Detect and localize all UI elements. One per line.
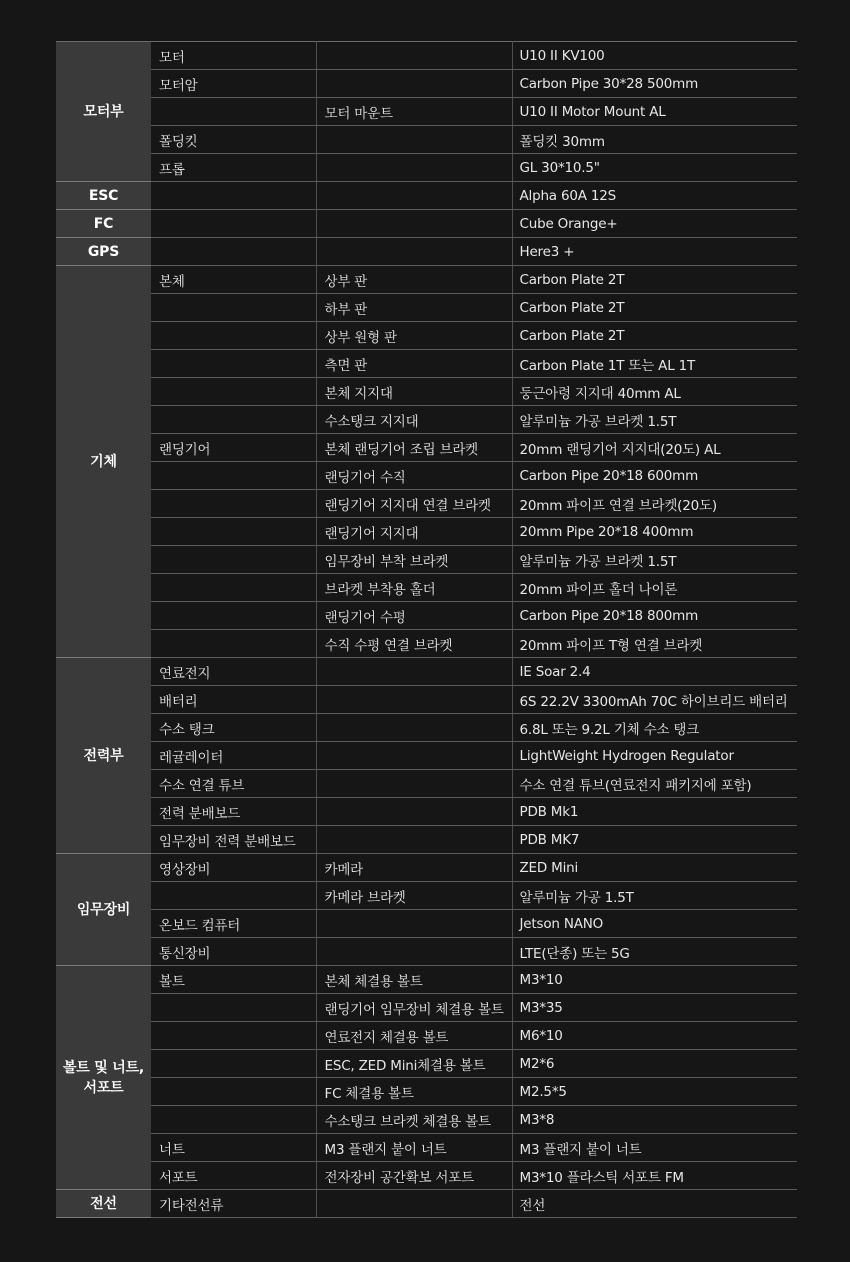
subcategory-cell: [151, 1078, 316, 1106]
spec-cell: LightWeight Hydrogen Regulator: [512, 742, 797, 770]
spec-cell: Carbon Pipe 30*28 500mm: [512, 70, 797, 98]
spec-cell: 폴딩킷 30mm: [512, 126, 797, 154]
spec-cell: 6S 22.2V 3300mAh 70C 하이브리드 배터리: [512, 686, 797, 714]
part-cell: [316, 154, 512, 182]
part-cell: 랜딩기어 수직: [316, 462, 512, 490]
part-cell: 수직 수평 연결 브라켓: [316, 630, 512, 658]
spec-cell: Carbon Plate 2T: [512, 266, 797, 294]
subcategory-cell: [151, 462, 316, 490]
subcategory-cell: 본체: [151, 266, 316, 294]
subcategory-cell: 영상장비: [151, 854, 316, 882]
table-row: [56, 210, 797, 238]
subcategory-cell: 수소 연결 튜브: [151, 770, 316, 798]
spec-cell: M6*10: [512, 1022, 797, 1050]
table-row: [56, 406, 797, 434]
table-row: [56, 602, 797, 630]
spec-cell: 20mm Pipe 20*18 400mm: [512, 518, 797, 546]
table-row: [56, 966, 797, 994]
subcategory-cell: [151, 630, 316, 658]
table-row: [56, 854, 797, 882]
subcategory-cell: 온보드 컴퓨터: [151, 910, 316, 938]
part-cell: 연료전지 체결용 볼트: [316, 1022, 512, 1050]
subcategory-cell: 프롭: [151, 154, 316, 182]
spec-cell: 20mm 파이프 홀더 나이론: [512, 574, 797, 602]
part-cell: 브라켓 부착용 홀더: [316, 574, 512, 602]
table-row: [56, 686, 797, 714]
part-cell: [316, 798, 512, 826]
spec-cell: Alpha 60A 12S: [512, 182, 797, 210]
spec-cell: M3*35: [512, 994, 797, 1022]
table-row: [56, 462, 797, 490]
spec-cell: 20mm 파이프 T형 연결 브라켓: [512, 630, 797, 658]
part-cell: ESC, ZED Mini체결용 볼트: [316, 1050, 512, 1078]
table-row: [56, 546, 797, 574]
spec-cell: 알루미늄 가공 브라켓 1.5T: [512, 546, 797, 574]
table-row: [56, 98, 797, 126]
part-cell: [316, 658, 512, 686]
table-row: [56, 42, 797, 70]
table-row: [56, 714, 797, 742]
subcategory-cell: 임무장비 전력 분배보드: [151, 826, 316, 854]
category-cell: 볼트 및 너트, 서포트: [56, 966, 151, 1190]
category-cell: 임무장비: [56, 854, 151, 966]
part-cell: 카메라: [316, 854, 512, 882]
part-cell: 하부 판: [316, 294, 512, 322]
subcategory-cell: [151, 406, 316, 434]
part-cell: 모터 마운트: [316, 98, 512, 126]
subcategory-cell: 볼트: [151, 966, 316, 994]
spec-cell: ZED Mini: [512, 854, 797, 882]
part-cell: 전자장비 공간확보 서포트: [316, 1162, 512, 1190]
spec-cell: 알루미늄 가공 1.5T: [512, 882, 797, 910]
table-row: [56, 574, 797, 602]
subcategory-cell: [151, 1106, 316, 1134]
subcategory-cell: [151, 322, 316, 350]
subcategory-cell: 연료전지: [151, 658, 316, 686]
part-cell: 랜딩기어 임무장비 체결용 볼트: [316, 994, 512, 1022]
table-row: [56, 630, 797, 658]
table-row: [56, 1134, 797, 1162]
subcategory-cell: [151, 1050, 316, 1078]
table-row: [56, 742, 797, 770]
table-row: [56, 658, 797, 686]
part-cell: 본체 지지대: [316, 378, 512, 406]
subcategory-cell: 랜딩기어: [151, 434, 316, 462]
spec-cell: 둥근아령 지지대 40mm AL: [512, 378, 797, 406]
spec-cell: U10 II Motor Mount AL: [512, 98, 797, 126]
table-row: [56, 322, 797, 350]
subcategory-cell: [151, 490, 316, 518]
part-cell: 랜딩기어 수평: [316, 602, 512, 630]
category-cell: 전력부: [56, 658, 151, 854]
parts-spec-table-body: [56, 42, 797, 1218]
part-cell: [316, 686, 512, 714]
category-cell: 기체: [56, 266, 151, 658]
subcategory-cell: 레귤레이터: [151, 742, 316, 770]
part-cell: 본체 체결용 볼트: [316, 966, 512, 994]
spec-cell: PDB MK7: [512, 826, 797, 854]
spec-cell: 6.8L 또는 9.2L 기체 수소 탱크: [512, 714, 797, 742]
part-cell: [316, 126, 512, 154]
table-row: [56, 294, 797, 322]
category-cell: 모터부: [56, 42, 151, 182]
spec-cell: M3*10 플라스틱 서포트 FM: [512, 1162, 797, 1190]
subcategory-cell: [151, 182, 316, 210]
table-row: [56, 1078, 797, 1106]
part-cell: [316, 826, 512, 854]
table-row: [56, 266, 797, 294]
spec-cell: 20mm 파이프 연결 브라켓(20도): [512, 490, 797, 518]
part-cell: [316, 742, 512, 770]
subcategory-cell: [151, 378, 316, 406]
part-cell: M3 플랜지 붙이 너트: [316, 1134, 512, 1162]
subcategory-cell: 너트: [151, 1134, 316, 1162]
subcategory-cell: [151, 994, 316, 1022]
subcategory-cell: [151, 294, 316, 322]
spec-cell: M3*8: [512, 1106, 797, 1134]
part-cell: 수소탱크 지지대: [316, 406, 512, 434]
spec-cell: 수소 연결 튜브(연료전지 패키지에 포함): [512, 770, 797, 798]
spec-cell: IE Soar 2.4: [512, 658, 797, 686]
subcategory-cell: 서포트: [151, 1162, 316, 1190]
subcategory-cell: 통신장비: [151, 938, 316, 966]
subcategory-cell: 전력 분배보드: [151, 798, 316, 826]
subcategory-cell: [151, 518, 316, 546]
spec-cell: Jetson NANO: [512, 910, 797, 938]
table-row: [56, 490, 797, 518]
table-row: [56, 434, 797, 462]
table-row: [56, 798, 797, 826]
part-cell: [316, 770, 512, 798]
part-cell: FC 체결용 볼트: [316, 1078, 512, 1106]
spec-cell: M3 플랜지 붙이 너트: [512, 1134, 797, 1162]
spec-cell: M2.5*5: [512, 1078, 797, 1106]
table-row: [56, 826, 797, 854]
spec-cell: LTE(단종) 또는 5G: [512, 938, 797, 966]
subcategory-cell: [151, 546, 316, 574]
table-row: [56, 350, 797, 378]
table-row: [56, 154, 797, 182]
table-row: [56, 882, 797, 910]
subcategory-cell: [151, 602, 316, 630]
parts-spec-table: [56, 41, 797, 1218]
subcategory-cell: 폴딩킷: [151, 126, 316, 154]
table-row: [56, 518, 797, 546]
part-cell: 상부 판: [316, 266, 512, 294]
part-cell: [316, 182, 512, 210]
part-cell: 수소탱크 브라켓 체결용 볼트: [316, 1106, 512, 1134]
part-cell: [316, 210, 512, 238]
category-cell: GPS: [56, 238, 151, 266]
part-cell: 측면 판: [316, 350, 512, 378]
subcategory-cell: [151, 98, 316, 126]
table-row: [56, 378, 797, 406]
part-cell: [316, 42, 512, 70]
spec-cell: Carbon Plate 1T 또는 AL 1T: [512, 350, 797, 378]
spec-cell: 20mm 랜딩기어 지지대(20도) AL: [512, 434, 797, 462]
subcategory-cell: [151, 210, 316, 238]
spec-cell: 전선: [512, 1190, 797, 1218]
table-row: [56, 126, 797, 154]
category-cell: ESC: [56, 182, 151, 210]
spec-cell: PDB Mk1: [512, 798, 797, 826]
subcategory-cell: 배터리: [151, 686, 316, 714]
table-row: [56, 770, 797, 798]
spec-cell: Carbon Plate 2T: [512, 322, 797, 350]
subcategory-cell: [151, 574, 316, 602]
table-row: [56, 182, 797, 210]
table-row: [56, 994, 797, 1022]
part-cell: [316, 70, 512, 98]
spec-cell: M3*10: [512, 966, 797, 994]
spec-cell: U10 II KV100: [512, 42, 797, 70]
part-cell: 카메라 브라켓: [316, 882, 512, 910]
part-cell: [316, 1190, 512, 1218]
table-row: [56, 910, 797, 938]
subcategory-cell: [151, 882, 316, 910]
spec-cell: Carbon Pipe 20*18 800mm: [512, 602, 797, 630]
part-cell: [316, 910, 512, 938]
spec-cell: M2*6: [512, 1050, 797, 1078]
spec-cell: Carbon Pipe 20*18 600mm: [512, 462, 797, 490]
part-cell: 임무장비 부착 브라켓: [316, 546, 512, 574]
table-row: [56, 1022, 797, 1050]
part-cell: [316, 714, 512, 742]
subcategory-cell: 수소 탱크: [151, 714, 316, 742]
table-row: [56, 1162, 797, 1190]
table-row: [56, 1106, 797, 1134]
part-cell: 랜딩기어 지지대 연결 브라켓: [316, 490, 512, 518]
table-row: [56, 1190, 797, 1218]
spec-cell: 알루미늄 가공 브라켓 1.5T: [512, 406, 797, 434]
subcategory-cell: 기타전선류: [151, 1190, 316, 1218]
subcategory-cell: [151, 350, 316, 378]
spec-cell: Here3 +: [512, 238, 797, 266]
table-row: [56, 238, 797, 266]
part-cell: [316, 238, 512, 266]
part-cell: [316, 938, 512, 966]
subcategory-cell: [151, 1022, 316, 1050]
category-cell: FC: [56, 210, 151, 238]
spec-cell: Cube Orange+: [512, 210, 797, 238]
category-cell: 전선: [56, 1190, 151, 1218]
spec-cell: Carbon Plate 2T: [512, 294, 797, 322]
subcategory-cell: 모터암: [151, 70, 316, 98]
table-row: [56, 1050, 797, 1078]
subcategory-cell: [151, 238, 316, 266]
part-cell: 본체 랜딩기어 조립 브라켓: [316, 434, 512, 462]
subcategory-cell: 모터: [151, 42, 316, 70]
spec-cell: GL 30*10.5": [512, 154, 797, 182]
table-row: [56, 70, 797, 98]
part-cell: 상부 원형 판: [316, 322, 512, 350]
table-row: [56, 938, 797, 966]
part-cell: 랜딩기어 지지대: [316, 518, 512, 546]
